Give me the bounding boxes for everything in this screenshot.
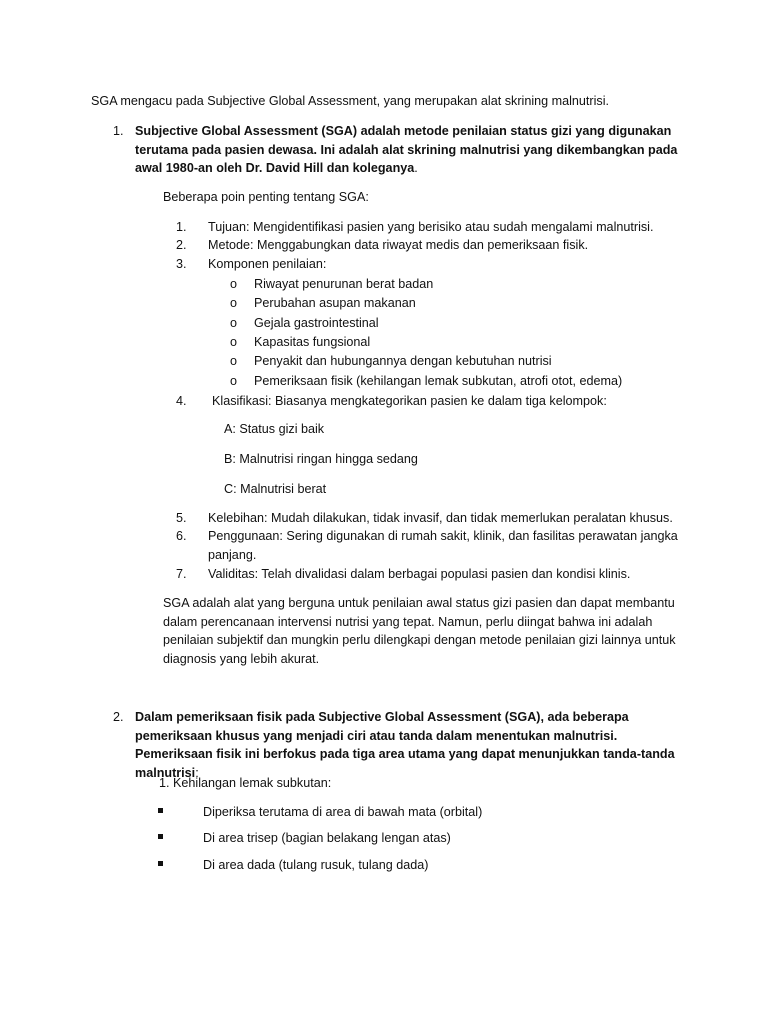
point-number: 6. [176, 529, 187, 543]
point-number: 1. [176, 220, 187, 234]
section-1-summary: SGA adalah alat yang berguna untuk penilaian awal status gizi pasien dan dapat membantu dalam perencanaan intervensi nutrisi yang tepat. Namun, perlu diingat bahwa ini adalah penilaian subjektif dan mungkin perlu dilengkapi dengan metode penilaian gizi lainnya untuk diagnosis yang lebih akurat. [163, 596, 676, 666]
bullet-marker: o [230, 354, 238, 368]
class-item: A: Status gizi baik [224, 422, 325, 436]
point-number: 2. [176, 238, 187, 252]
bullet-marker: o [230, 335, 238, 349]
section-1-number: 1. [113, 124, 124, 138]
square-bullet-icon [158, 808, 163, 813]
component-item: Gejala gastrointestinal [254, 316, 379, 330]
component-item: Kapasitas fungsional [254, 335, 371, 349]
point-text: Klasifikasi: Biasanya mengkategorikan pasien ke dalam tiga kelompok: [212, 394, 607, 408]
point-number: 5. [176, 511, 187, 525]
section-2-subheading: 1. Kehilangan lemak subkutan: [159, 776, 332, 790]
point-number: 7. [176, 567, 187, 581]
section-2-number: 2. [113, 710, 124, 724]
bullet-marker: o [230, 374, 238, 388]
section-1-heading-suffix: . [414, 161, 418, 175]
point-text: Metode: Menggabungkan data riwayat medis dan pemeriksaan fisik. [208, 238, 589, 252]
list-item: Di area trisep (bagian belakang lengan atas) [203, 831, 451, 845]
intro-paragraph: SGA mengacu pada Subjective Global Assessment, yang merupakan alat skrining malnutrisi. [91, 94, 610, 108]
list-item: Diperiksa terutama di area di bawah mata (orbital) [203, 805, 483, 819]
section-2-heading-suffix: : [195, 765, 199, 780]
point-text: Komponen penilaian: [208, 257, 327, 271]
point-number: 3. [176, 257, 187, 271]
bullet-marker: o [230, 316, 238, 330]
point-text: Kelebihan: Mudah dilakukan, tidak invasif, dan tidak memerlukan peralatan khusus. [208, 511, 673, 525]
section-2-heading-bold: Dalam pemeriksaan fisik pada Subjective Global Assessment (SGA), ada beberapa pemeriksaan khusus yang menjadi ciri atau tanda dalam menentukan malnutrisi. Pemeriksaan fisik ini berfokus pada tiga area utama yang dapat menunjukkan tanda-tanda malnutrisi [135, 710, 675, 780]
section-2-heading [135, 708, 680, 782]
list-item: Di area dada (tulang rusuk, tulang dada) [203, 858, 429, 872]
bullet-marker: o [230, 296, 238, 310]
bullet-marker: o [230, 277, 238, 291]
component-item: Perubahan asupan makanan [254, 296, 416, 310]
point-text: Validitas: Telah divalidasi dalam berbagai populasi pasien dan kondisi klinis. [208, 567, 631, 581]
class-item: C: Malnutrisi berat [224, 482, 327, 496]
component-item: Riwayat penurunan berat badan [254, 277, 434, 291]
section-1-lead: Beberapa poin penting tentang SGA: [163, 190, 369, 204]
component-item: Penyakit dan hubungannya dengan kebutuhan nutrisi [254, 354, 552, 368]
section-1-heading-bold: Subjective Global Assessment (SGA) adalah metode penilaian status gizi yang digunakan terutama pada pasien dewasa. Ini adalah alat skrining malnutrisi yang dikembangkan pada awal 1980-an oleh Dr. David Hill dan koleganya [135, 124, 678, 175]
point-text: Tujuan: Mengidentifikasi pasien yang berisiko atau sudah mengalami malnutrisi. [208, 220, 654, 234]
square-bullet-icon [158, 834, 163, 839]
point-text: Penggunaan: Sering digunakan di rumah sakit, klinik, dan fasilitas perawatan jangka panjang. [208, 529, 678, 562]
component-item: Pemeriksaan fisik (kehilangan lemak subkutan, atrofi otot, edema) [254, 374, 623, 388]
class-item: B: Malnutrisi ringan hingga sedang [224, 452, 418, 466]
square-bullet-icon [158, 861, 163, 866]
point-number: 4. [176, 394, 187, 408]
section-1-heading [135, 122, 680, 178]
